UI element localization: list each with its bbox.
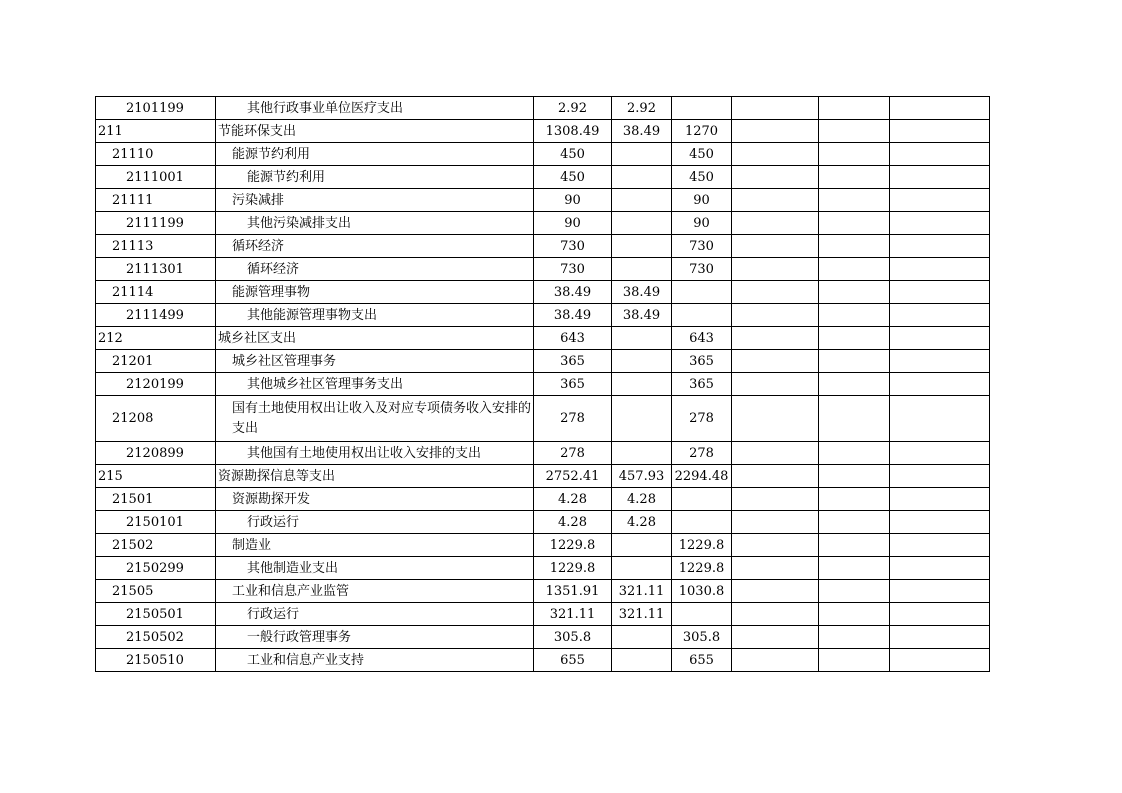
empty-cell [819,166,890,189]
project-expenditure-cell: 90 [672,212,732,235]
item-name-cell: 循环经济 [216,258,534,281]
basic-expenditure-cell [612,235,672,258]
empty-cell [819,534,890,557]
project-expenditure-cell: 365 [672,373,732,396]
empty-cell [890,373,990,396]
basic-expenditure-cell: 38.49 [612,281,672,304]
item-name-cell: 其他能源管理事物支出 [216,304,534,327]
empty-cell [890,350,990,373]
basic-expenditure-cell: 4.28 [612,511,672,534]
empty-cell [732,396,819,442]
empty-cell [732,626,819,649]
table-row [96,626,990,649]
empty-cell [732,649,819,672]
project-expenditure-cell: 278 [672,442,732,465]
empty-cell [732,120,819,143]
empty-cell [732,212,819,235]
project-expenditure-cell: 450 [672,166,732,189]
project-expenditure-cell: 1270 [672,120,732,143]
empty-cell [819,120,890,143]
empty-cell [890,580,990,603]
empty-cell [819,235,890,258]
empty-cell [732,465,819,488]
empty-cell [819,281,890,304]
project-expenditure-cell: 450 [672,143,732,166]
empty-cell [819,350,890,373]
table-row [96,350,990,373]
item-name-cell: 国有土地使用权出让收入及对应专项债务收入安排的支出 [216,396,534,442]
item-name-cell: 资源勘探信息等支出 [216,465,534,488]
table-row [96,120,990,143]
total-cell: 450 [534,143,612,166]
empty-cell [819,373,890,396]
item-name-cell: 其他城乡社区管理事务支出 [216,373,534,396]
project-expenditure-cell: 730 [672,235,732,258]
empty-cell [890,189,990,212]
table-row [96,603,990,626]
empty-cell [890,465,990,488]
empty-cell [732,143,819,166]
empty-cell [819,465,890,488]
total-cell: 365 [534,373,612,396]
table-row [96,212,990,235]
item-name-cell: 一般行政管理事务 [216,626,534,649]
empty-cell [890,396,990,442]
table-row [96,189,990,212]
total-cell: 278 [534,442,612,465]
empty-cell [819,304,890,327]
project-expenditure-cell [672,304,732,327]
item-name-cell: 城乡社区管理事务 [216,350,534,373]
code-cell: 2120899 [96,442,216,465]
table-row [96,465,990,488]
basic-expenditure-cell [612,258,672,281]
basic-expenditure-cell: 38.49 [612,120,672,143]
table-body [96,97,990,672]
code-cell: 2150502 [96,626,216,649]
code-cell: 21110 [96,143,216,166]
item-name-cell: 污染减排 [216,189,534,212]
total-cell: 365 [534,350,612,373]
project-expenditure-cell [672,281,732,304]
table-row [96,534,990,557]
total-cell: 450 [534,166,612,189]
code-cell: 2111001 [96,166,216,189]
empty-cell [819,511,890,534]
code-cell: 21111 [96,189,216,212]
project-expenditure-cell: 278 [672,396,732,442]
project-expenditure-cell: 655 [672,649,732,672]
code-cell: 2150299 [96,557,216,580]
code-cell: 2150510 [96,649,216,672]
total-cell: 730 [534,235,612,258]
code-cell: 2101199 [96,97,216,120]
basic-expenditure-cell [612,189,672,212]
empty-cell [890,327,990,350]
empty-cell [890,511,990,534]
empty-cell [819,488,890,511]
code-cell: 21505 [96,580,216,603]
table-row [96,327,990,350]
empty-cell [732,281,819,304]
total-cell: 38.49 [534,281,612,304]
item-name-cell: 其他污染减排支出 [216,212,534,235]
project-expenditure-cell: 643 [672,327,732,350]
code-cell: 21501 [96,488,216,511]
empty-cell [890,120,990,143]
total-cell: 305.8 [534,626,612,649]
empty-cell [732,235,819,258]
item-name-cell: 节能环保支出 [216,120,534,143]
total-cell: 2752.41 [534,465,612,488]
project-expenditure-cell: 365 [672,350,732,373]
table-row [96,97,990,120]
item-name-cell: 行政运行 [216,511,534,534]
code-cell: 21201 [96,350,216,373]
project-expenditure-cell: 1030.8 [672,580,732,603]
empty-cell [732,511,819,534]
basic-expenditure-cell [612,396,672,442]
table-row [96,580,990,603]
code-cell: 21502 [96,534,216,557]
empty-cell [819,97,890,120]
empty-cell [732,189,819,212]
total-cell: 1351.91 [534,580,612,603]
table-row [96,442,990,465]
empty-cell [819,580,890,603]
empty-cell [732,557,819,580]
empty-cell [819,327,890,350]
total-cell: 2.92 [534,97,612,120]
item-name-cell: 能源管理事物 [216,281,534,304]
code-cell: 2150501 [96,603,216,626]
item-name-cell: 城乡社区支出 [216,327,534,350]
basic-expenditure-cell: 321.11 [612,580,672,603]
empty-cell [890,97,990,120]
empty-cell [819,143,890,166]
code-cell: 215 [96,465,216,488]
basic-expenditure-cell [612,143,672,166]
code-cell: 2120199 [96,373,216,396]
project-expenditure-cell: 1229.8 [672,534,732,557]
total-cell: 1229.8 [534,557,612,580]
empty-cell [732,327,819,350]
code-cell: 21113 [96,235,216,258]
table-row [96,235,990,258]
table-row [96,649,990,672]
empty-cell [732,97,819,120]
table-row [96,143,990,166]
basic-expenditure-cell [612,212,672,235]
code-cell: 2150101 [96,511,216,534]
total-cell: 90 [534,189,612,212]
empty-cell [732,304,819,327]
empty-cell [732,166,819,189]
total-cell: 4.28 [534,488,612,511]
table-row [96,281,990,304]
code-cell: 21114 [96,281,216,304]
empty-cell [732,442,819,465]
basic-expenditure-cell [612,442,672,465]
total-cell: 38.49 [534,304,612,327]
empty-cell [732,488,819,511]
total-cell: 4.28 [534,511,612,534]
empty-cell [732,580,819,603]
empty-cell [890,304,990,327]
total-cell: 278 [534,396,612,442]
table-row [96,557,990,580]
empty-cell [890,212,990,235]
item-name-cell: 其他制造业支出 [216,557,534,580]
basic-expenditure-cell: 457.93 [612,465,672,488]
item-name-cell: 其他行政事业单位医疗支出 [216,97,534,120]
empty-cell [732,373,819,396]
empty-cell [890,235,990,258]
table-row [96,304,990,327]
basic-expenditure-cell [612,373,672,396]
empty-cell [819,649,890,672]
table-row [96,258,990,281]
total-cell: 643 [534,327,612,350]
basic-expenditure-cell: 2.92 [612,97,672,120]
total-cell: 1308.49 [534,120,612,143]
basic-expenditure-cell [612,557,672,580]
empty-cell [819,603,890,626]
item-name-cell: 行政运行 [216,603,534,626]
empty-cell [890,488,990,511]
empty-cell [890,258,990,281]
empty-cell [890,603,990,626]
empty-cell [819,626,890,649]
empty-cell [890,649,990,672]
total-cell: 1229.8 [534,534,612,557]
basic-expenditure-cell [612,534,672,557]
empty-cell [819,258,890,281]
item-name-cell: 其他国有土地使用权出让收入安排的支出 [216,442,534,465]
empty-cell [890,143,990,166]
basic-expenditure-cell [612,350,672,373]
project-expenditure-cell [672,511,732,534]
basic-expenditure-cell [612,649,672,672]
empty-cell [890,166,990,189]
code-cell: 212 [96,327,216,350]
item-name-cell: 能源节约利用 [216,143,534,166]
empty-cell [890,534,990,557]
basic-expenditure-cell: 38.49 [612,304,672,327]
item-name-cell: 资源勘探开发 [216,488,534,511]
project-expenditure-cell: 2294.48 [672,465,732,488]
total-cell: 730 [534,258,612,281]
item-name-cell: 制造业 [216,534,534,557]
code-cell: 2111499 [96,304,216,327]
table-row [96,396,990,442]
empty-cell [890,626,990,649]
item-name-cell: 工业和信息产业支持 [216,649,534,672]
project-expenditure-cell [672,488,732,511]
project-expenditure-cell [672,603,732,626]
empty-cell [732,534,819,557]
project-expenditure-cell [672,97,732,120]
basic-expenditure-cell: 4.28 [612,488,672,511]
table-row [96,373,990,396]
total-cell: 321.11 [534,603,612,626]
code-cell: 211 [96,120,216,143]
item-name-cell: 能源节约利用 [216,166,534,189]
basic-expenditure-cell [612,327,672,350]
code-cell: 2111199 [96,212,216,235]
project-expenditure-cell: 1229.8 [672,557,732,580]
table-row [96,488,990,511]
basic-expenditure-cell [612,166,672,189]
empty-cell [819,189,890,212]
empty-cell [819,442,890,465]
basic-expenditure-cell [612,626,672,649]
empty-cell [819,557,890,580]
empty-cell [732,258,819,281]
project-expenditure-cell: 305.8 [672,626,732,649]
empty-cell [732,603,819,626]
project-expenditure-cell: 730 [672,258,732,281]
empty-cell [732,350,819,373]
item-name-cell: 循环经济 [216,235,534,258]
empty-cell [819,396,890,442]
code-cell: 2111301 [96,258,216,281]
table-row [96,166,990,189]
item-name-cell: 工业和信息产业监管 [216,580,534,603]
table-row [96,511,990,534]
empty-cell [890,557,990,580]
budget-expenditure-table [95,96,990,672]
empty-cell [819,212,890,235]
basic-expenditure-cell: 321.11 [612,603,672,626]
total-cell: 90 [534,212,612,235]
empty-cell [890,442,990,465]
total-cell: 655 [534,649,612,672]
project-expenditure-cell: 90 [672,189,732,212]
empty-cell [890,281,990,304]
code-cell: 21208 [96,396,216,442]
